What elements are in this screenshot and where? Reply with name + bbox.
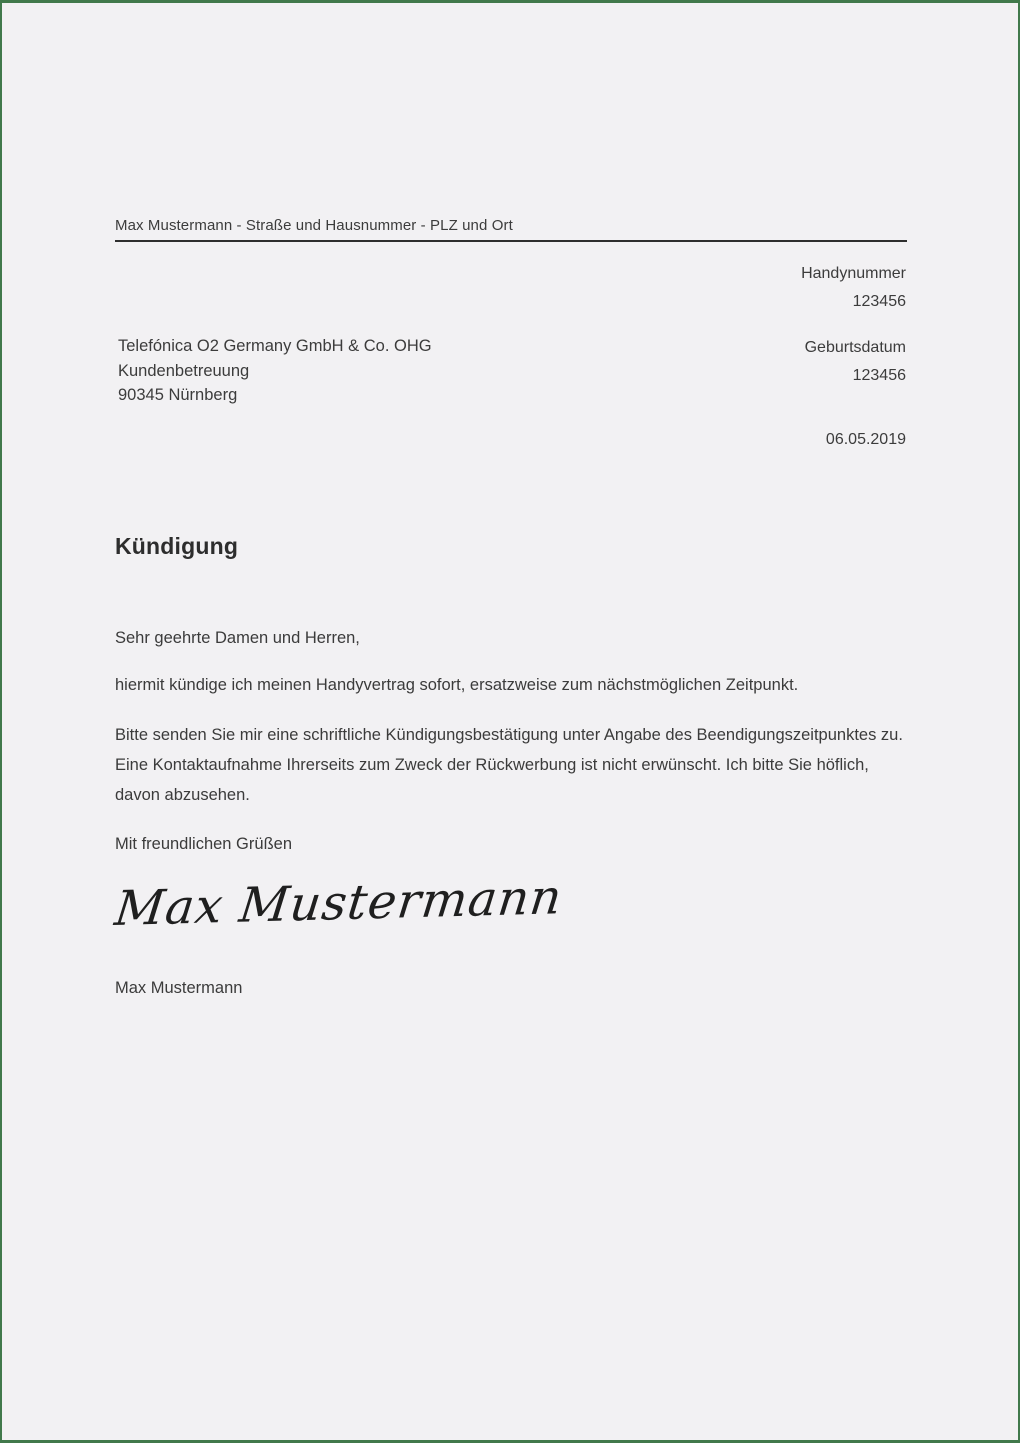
handwritten-signature: Max Mustermann [112,869,566,937]
sender-divider-rule [115,240,907,242]
body-paragraph-1: hiermit kündige ich meinen Handyvertrag sofort, ersatzweise zum nächstmöglichen Zeitpunkt. [115,676,799,694]
recipient-city: 90345 Nürnberg [118,386,238,404]
meta-label-handynummer: Handynummer [801,265,906,282]
closing-line: Mit freundlichen Grüßen [115,835,292,853]
recipient-department: Kundenbetreuung [118,361,250,380]
meta-label-geburtsdatum: Geburtsdatum [804,339,906,356]
subject-heading: Kündigung [115,533,239,559]
meta-value-handynummer: 123456 [852,293,906,310]
meta-value-geburtsdatum: 123456 [852,367,906,384]
body-paragraph-2: Bitte senden Sie mir eine schriftliche Kündigungsbestätigung unter Angabe des Beendigungszeitpunktes zu. Eine Kontaktaufnahme Ihrerseits zum Zweck der Rückwerbung ist nicht erwünscht. Ich bitte Sie höflich, davon abzusehen. [115,726,903,804]
salutation-line: Sehr geehrte Damen und Herren, [115,629,360,647]
recipient-address-block [118,334,432,408]
signature-printed-name: Max Mustermann [115,979,243,997]
recipient-company: Telefónica O2 Germany GmbH & Co. OHG [118,337,432,355]
letter-date: 06.05.2019 [825,431,906,448]
sender-address-line: Max Mustermann - Straße und Hausnummer - PLZ und Ort [115,217,513,234]
